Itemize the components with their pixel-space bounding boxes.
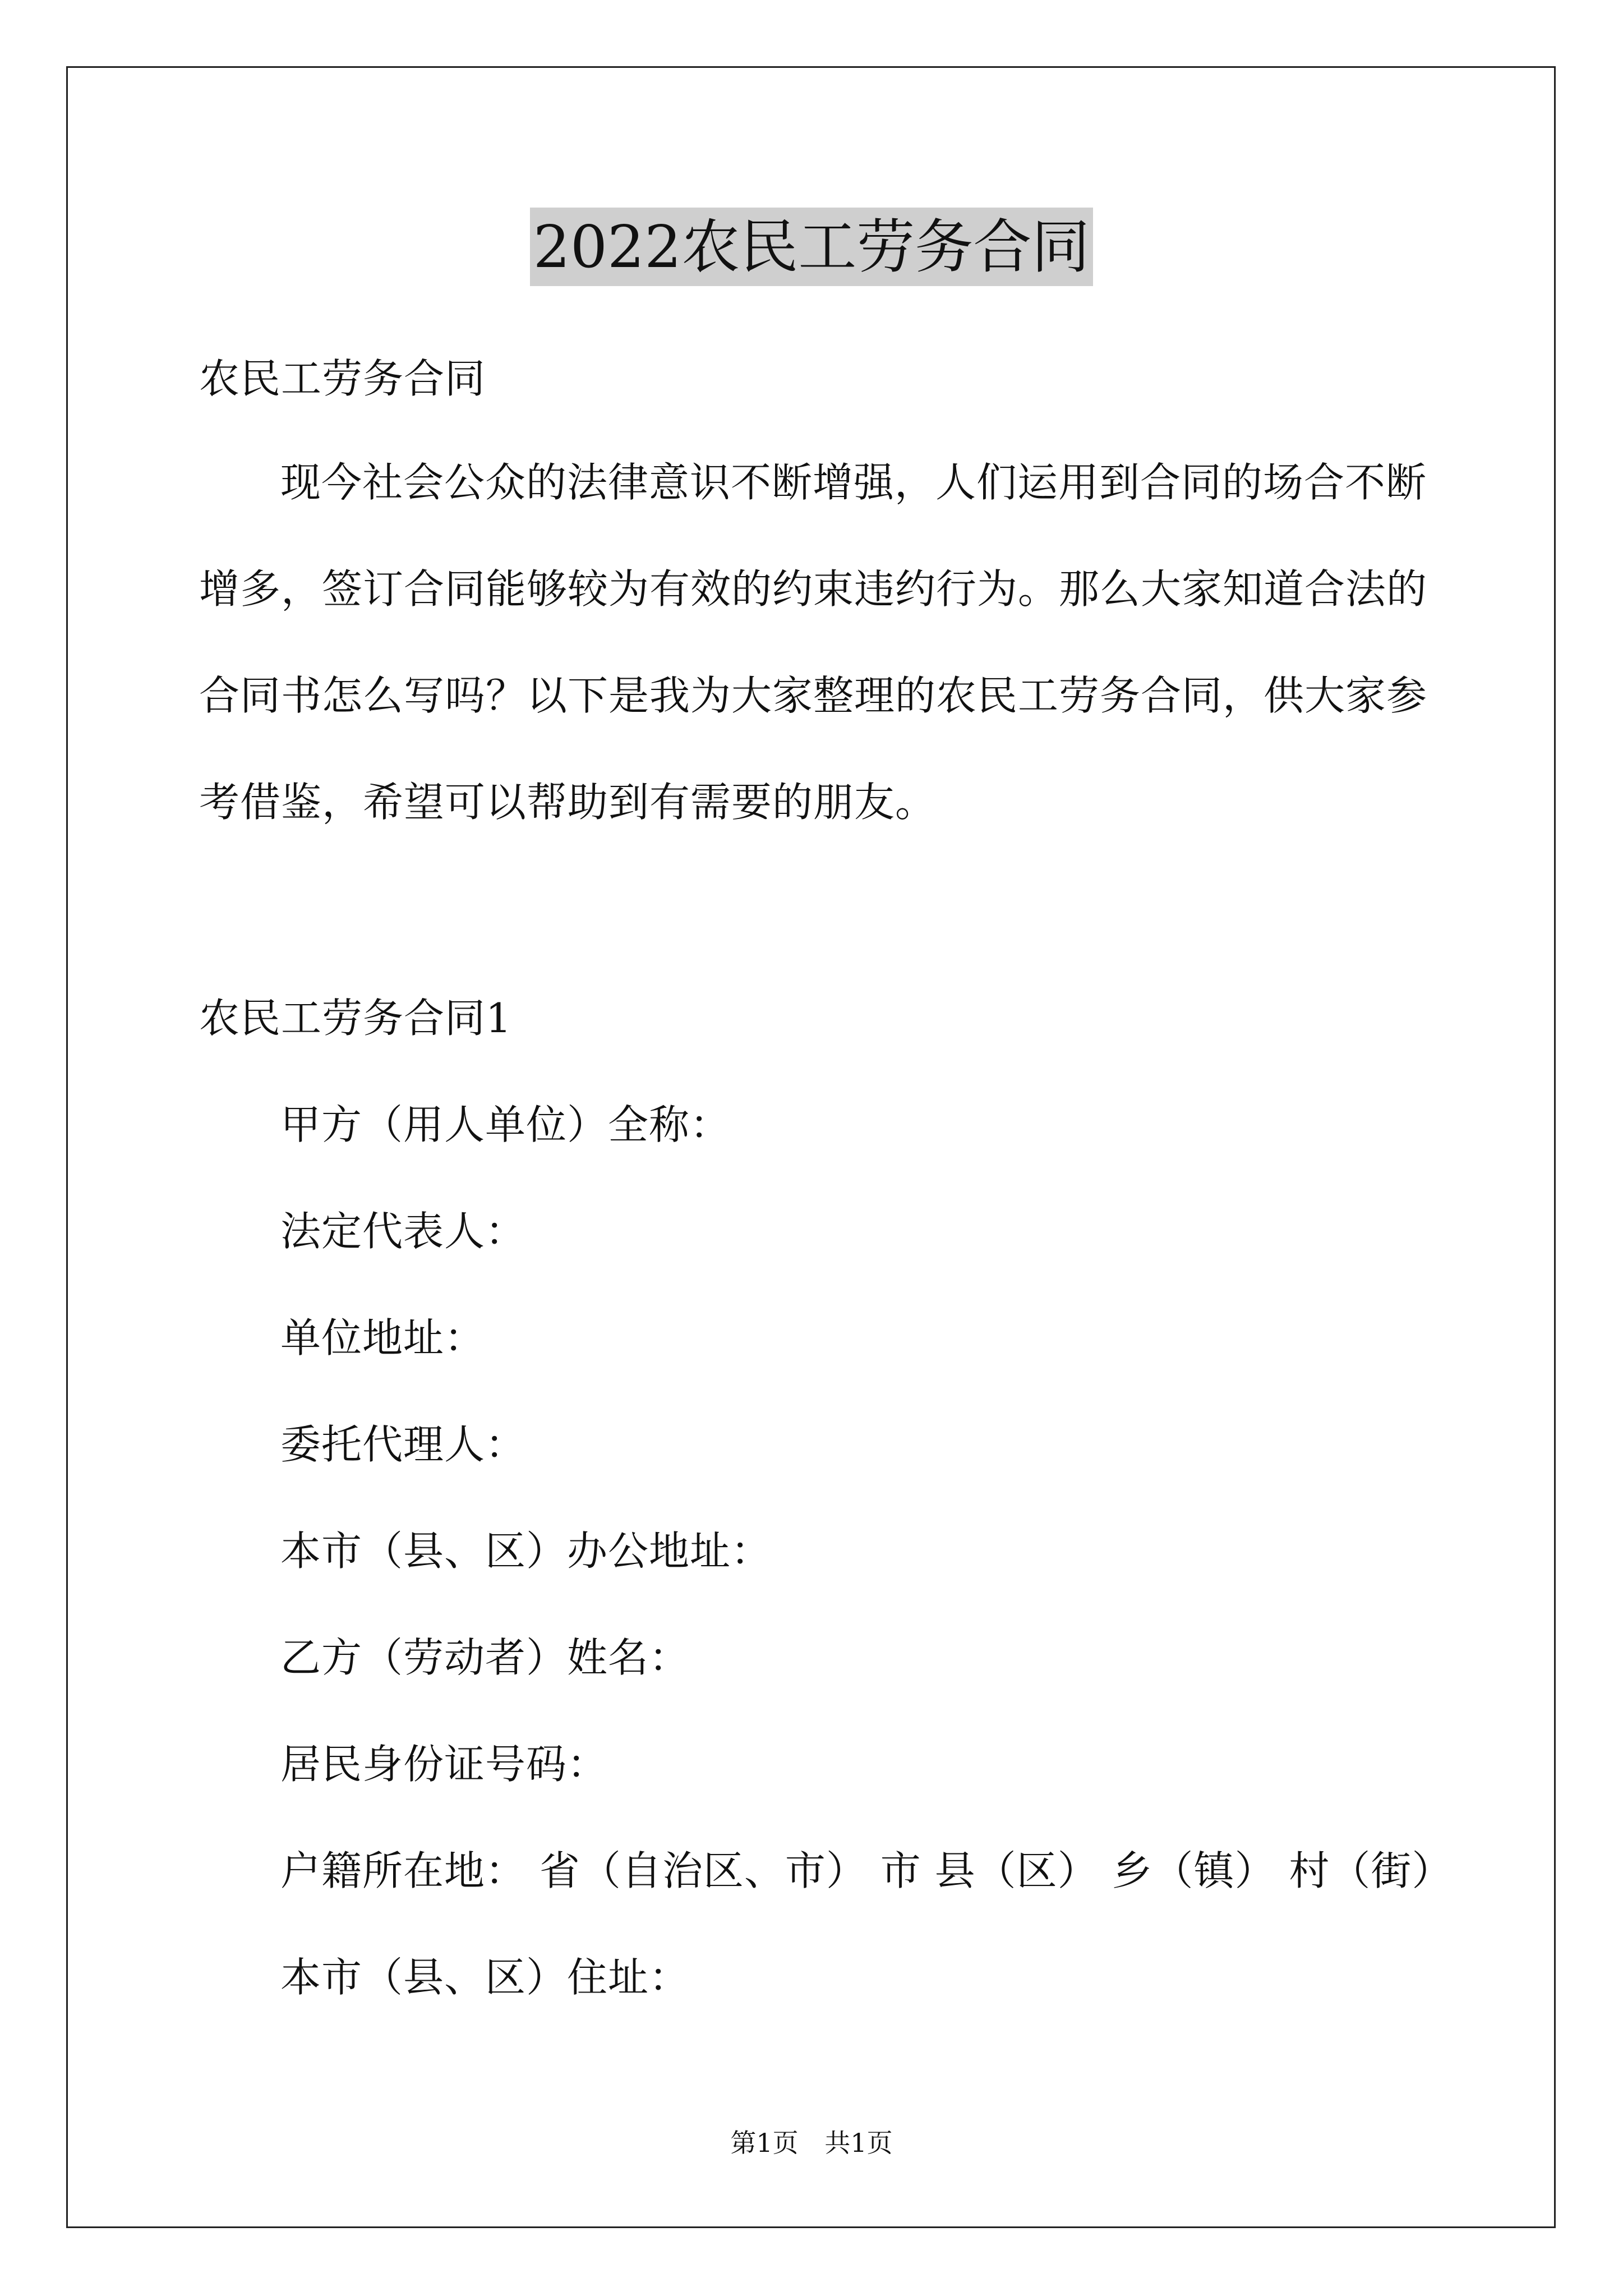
field-household-registration: 户籍所在地： 省（自治区、市） 市 县（区） 乡（镇） 村（街） — [280, 1847, 1453, 1894]
field-legal-representative: 法定代表人： — [280, 1208, 527, 1255]
intro-line-2: 增多，签订合同能够较为有效的约束违约行为。那么大家知道合法的 — [199, 565, 1428, 613]
field-local-address: 本市（县、区）住址： — [280, 1954, 690, 2001]
page-total: 共1页 — [824, 2128, 893, 2158]
document-subtitle: 农民工劳务合同 — [199, 355, 486, 402]
page-number: 第1页 — [730, 2128, 799, 2158]
page-footer — [0, 2126, 1623, 2160]
intro-line-1: 现今社会公众的法律意识不断增强，人们运用到合同的场合不断 — [280, 459, 1427, 506]
intro-line-4: 考借鉴，希望可以帮助到有需要的朋友。 — [199, 779, 937, 826]
field-employer-name: 甲方（用人单位）全称： — [280, 1101, 731, 1148]
intro-line-3: 合同书怎么写吗？以下是我为大家整理的农民工劳务合同，供大家参 — [199, 672, 1428, 719]
field-employer-address: 单位地址： — [280, 1314, 486, 1361]
field-authorized-agent: 委托代理人： — [280, 1421, 527, 1468]
field-office-address: 本市（县、区）办公地址： — [280, 1527, 772, 1575]
document-title: 2022农民工劳务合同 — [530, 208, 1094, 286]
field-worker-name: 乙方（劳动者）姓名： — [280, 1634, 690, 1681]
title-container — [0, 208, 1623, 286]
section-heading: 农民工劳务合同1 — [199, 995, 512, 1042]
field-id-number: 居民身份证号码： — [280, 1741, 608, 1788]
